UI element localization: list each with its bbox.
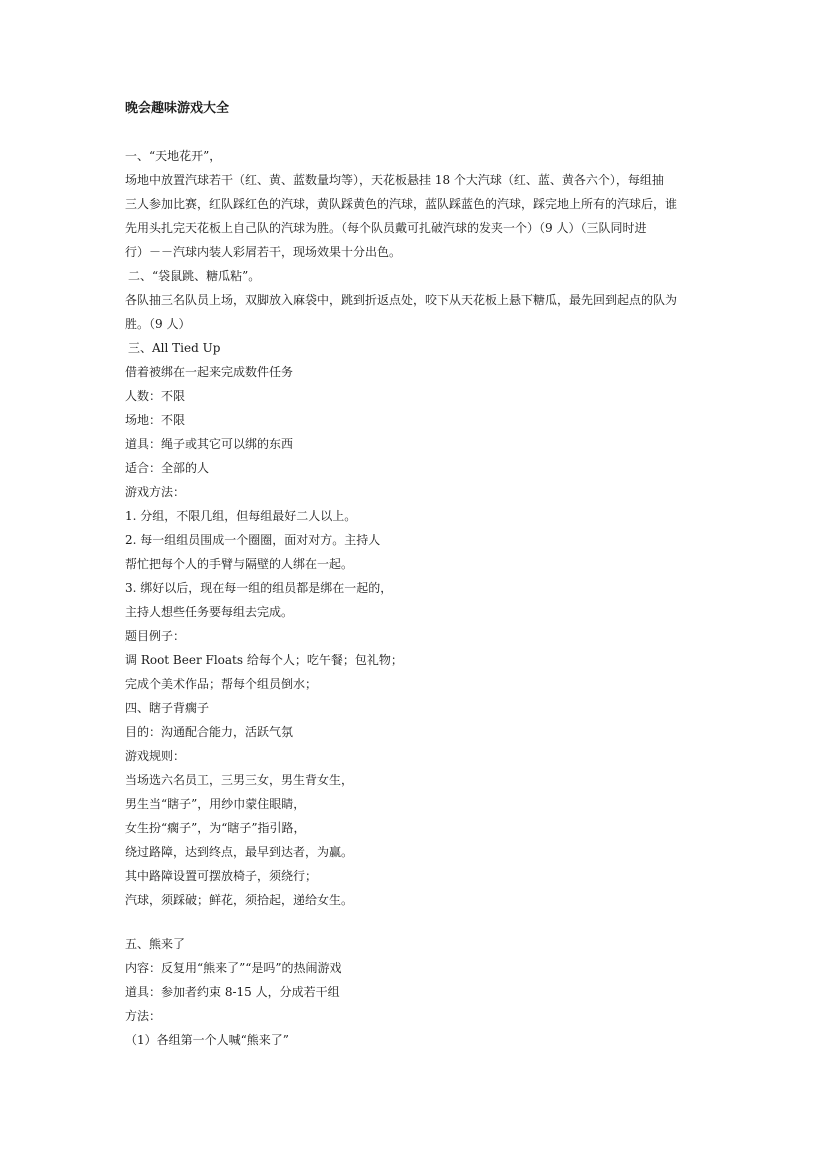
text-line: 汽球，须踩破；鲜花，须拾起，递给女生。 bbox=[125, 893, 354, 907]
text-line: 胜。（9 人） bbox=[125, 317, 191, 331]
section-heading: 三、All Tied Up bbox=[128, 341, 221, 355]
text-line: 当场选六名员工，三男三女，男生背女生， bbox=[125, 773, 354, 787]
text-line: 道具：参加者约束 8-15 人，分成若干组 bbox=[125, 985, 340, 999]
text-line: 3. 绑好以后，现在每一组的组员都是绑在一起的， bbox=[125, 581, 393, 595]
text-line: 道具：绳子或其它可以绑的东西 bbox=[125, 437, 294, 451]
paragraph-gap bbox=[125, 912, 705, 932]
text-line: 三人参加比赛，红队踩红色的汽球，黄队踩黄色的汽球，蓝队踩蓝色的汽球，踩完地上所有的汽球后，谁 bbox=[125, 197, 678, 211]
text-line: （1）各组第一个人喊“熊来了” bbox=[125, 1033, 289, 1047]
section-heading: 四、瞎子背瘸子 bbox=[125, 701, 210, 715]
text-line: 游戏规则： bbox=[125, 749, 186, 763]
text-line: 人数：不限 bbox=[125, 389, 186, 403]
text-line: 内容：反复用“熊来了”“是吗”的热闹游戏 bbox=[125, 961, 342, 975]
document-body bbox=[125, 144, 705, 1052]
text-line: 其中路障设置可摆放椅子，须绕行； bbox=[125, 869, 318, 883]
text-line: 1. 分组，不限几组，但每组最好二人以上。 bbox=[125, 509, 357, 523]
text-line: 适合：全部的人 bbox=[125, 461, 210, 475]
text-line: 绕过路障，达到终点，最早到达者，为赢。 bbox=[125, 845, 354, 859]
text-line: 一、“天地花开”， bbox=[125, 149, 222, 163]
text-line: 男生当“瞎子”，用纱巾蒙住眼睛， bbox=[125, 797, 306, 811]
text-line: 目的：沟通配合能力，活跃气氛 bbox=[125, 725, 294, 739]
text-line: 借着被绑在一起来完成数件任务 bbox=[125, 365, 294, 379]
text-line: 场地中放置汽球若干（红、黄、蓝数量均等），天花板悬挂 18 个大汽球（红、蓝、黄各六个），每组抽 bbox=[125, 173, 664, 187]
text-line: 2. 每一组组员围成一个圈圈，面对对方。主持人 bbox=[125, 533, 381, 547]
text-line: 帮忙把每个人的手臂与隔壁的人绑在一起。 bbox=[125, 557, 354, 571]
text-line: 女生扮“瘸子”，为“瞎子”指引路， bbox=[125, 821, 306, 835]
text-line: 调 Root Beer Floats 给每个人；吃午餐；包礼物； bbox=[125, 653, 403, 667]
text-line: 题目例子： bbox=[125, 629, 186, 643]
text-line: 完成个美术作品；帮每个组员倒水； bbox=[125, 677, 318, 691]
text-line: 行）－－汽球内装人彩屑若干，现场效果十分出色。 bbox=[125, 245, 402, 259]
text-line: 各队抽三名队员上场，双脚放入麻袋中，跳到折返点处，咬下从天花板上悬下糖瓜，最先回到起点的队为 bbox=[125, 293, 678, 307]
text-line: 方法： bbox=[125, 1009, 162, 1023]
text-line: 游戏方法： bbox=[125, 485, 186, 499]
text-line: 场地：不限 bbox=[125, 413, 186, 427]
text-line: 主持人想些任务要每组去完成。 bbox=[125, 605, 294, 619]
section-heading: 二、“袋鼠跳、糖瓜粘”。 bbox=[128, 269, 261, 283]
text-line: 先用头扎完天花板上自己队的汽球为胜。（每个队员戴可扎破汽球的发夹一个）（9 人）（三队同时进 bbox=[125, 221, 647, 235]
document-title: 晚会趣味游戏大全 bbox=[125, 101, 230, 116]
section-heading: 五、熊来了 bbox=[125, 937, 186, 951]
